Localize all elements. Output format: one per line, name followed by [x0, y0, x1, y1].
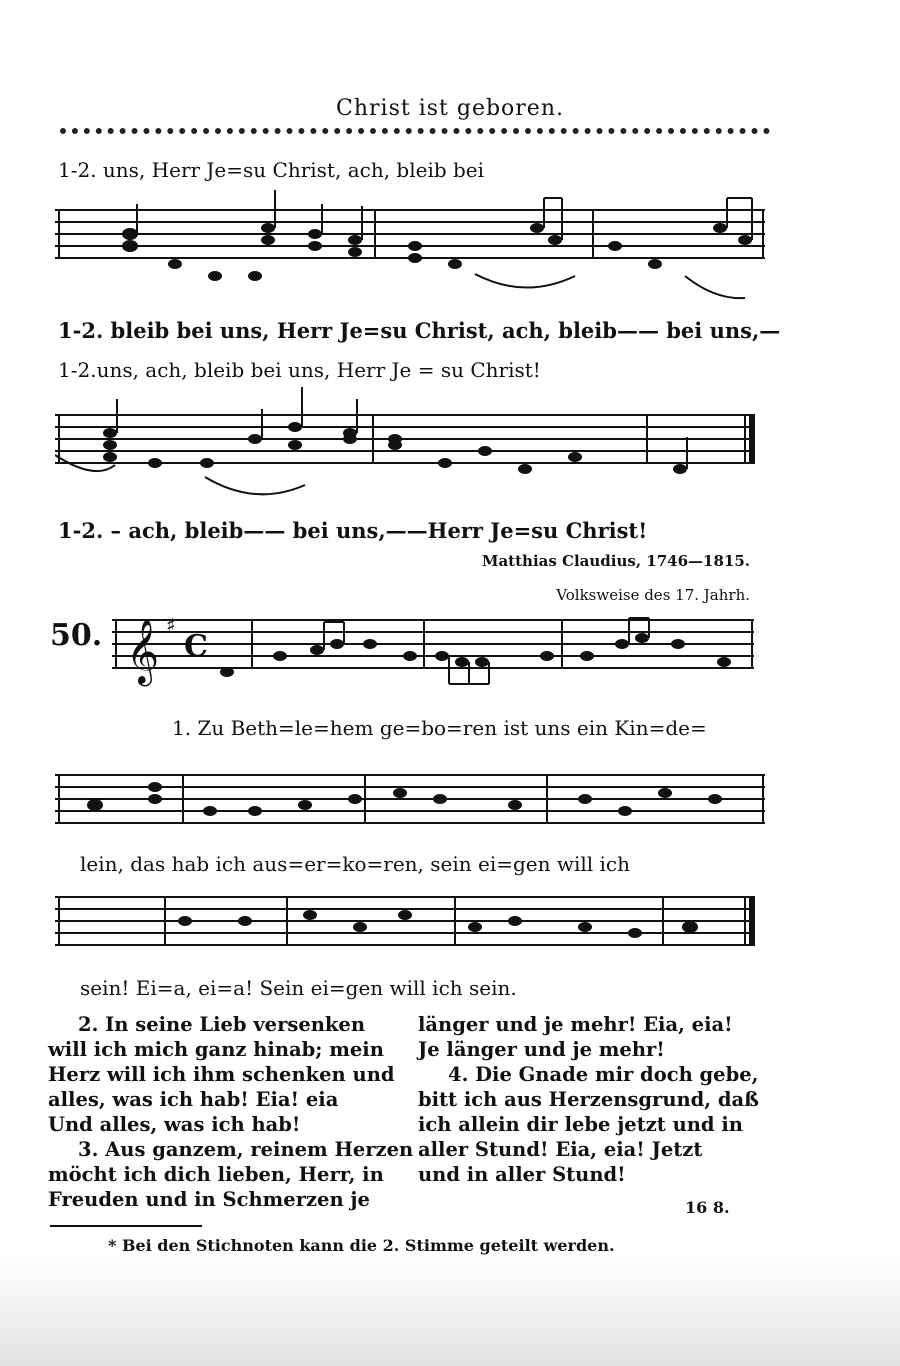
- upper-lyrics-line-2: 1-2.uns, ach, bleib bei uns, Herr Je = su Christ!: [58, 358, 541, 382]
- music-staff-3: [112, 600, 762, 710]
- verse-line: und in aller Stund!: [418, 1163, 626, 1186]
- verse-line: will ich mich ganz hinab; mein: [48, 1038, 384, 1061]
- verse-line: länger und je mehr! Eia, eia!: [418, 1013, 733, 1036]
- footnote: * Bei den Stichnoten kann die 2. Stimme geteilt werden.: [108, 1236, 615, 1255]
- tune-source: Volksweise des 17. Jahrh.: [556, 586, 750, 604]
- lower-lyrics-line-1: 1-2. bleib bei uns, Herr Je=su Christ, ach, bleib—— bei uns,—: [58, 318, 781, 343]
- verse-line: aller Stund! Eia, eia! Jetzt: [418, 1138, 703, 1161]
- paper-grain: [0, 1255, 900, 1366]
- author-credit: Matthias Claudius, 1746—1815.: [481, 552, 750, 570]
- verse-line: möcht ich dich lieben, Herr, in: [48, 1163, 384, 1186]
- music-staff-5: [55, 885, 770, 970]
- verse-line: 4. Die Gnade mir doch gebe,: [448, 1063, 759, 1086]
- lower-lyrics-line-2: 1-2. – ach, bleib—— bei uns,——Herr Je=su Christ!: [58, 518, 648, 543]
- music-staff-1: [55, 180, 770, 310]
- svg-text:C: C: [184, 629, 208, 664]
- verse-line: Herz will ich ihm schenken und: [48, 1063, 395, 1086]
- verse1-lyrics-line-2: lein, das hab ich aus=er=ko=ren, sein ei=gen will ich: [80, 852, 631, 876]
- verse1-lyrics-line-3: sein! Ei=a, ei=a! Sein ei=gen will ich sein.: [80, 976, 517, 1000]
- page-title: Christ ist geboren.: [336, 96, 564, 121]
- verse1-lyrics-line-1: 1. Zu Beth=le=hem ge=bo=ren ist uns ein Kin=de=: [172, 716, 707, 740]
- footnote-rule: [50, 1225, 202, 1227]
- verse-line: bitt ich aus Herzensgrund, daß: [418, 1088, 759, 1111]
- page-number: 16 8.: [685, 1198, 730, 1217]
- music-staff-2: [55, 385, 770, 510]
- verse-line: Und alles, was ich hab!: [48, 1113, 301, 1136]
- music-staff-4: [55, 755, 770, 850]
- svg-text:♯: ♯: [166, 613, 176, 637]
- verses-right-column: [418, 1012, 759, 1187]
- verse-line: ich allein dir lebe jetzt und in: [418, 1113, 743, 1136]
- verse-line: Je länger und je mehr!: [418, 1038, 665, 1061]
- hymn-number: 50.: [50, 618, 103, 653]
- verse-line: Freuden und in Schmerzen je: [48, 1188, 370, 1211]
- dotted-divider: [60, 128, 770, 134]
- verse-line: 2. In seine Lieb versenken: [78, 1013, 366, 1036]
- verse-line: 3. Aus ganzem, reinem Herzen: [78, 1138, 414, 1161]
- svg-text:𝄞: 𝄞: [126, 619, 160, 684]
- upper-lyrics-line-1: 1-2. uns, Herr Je=su Christ, ach, bleib bei: [58, 158, 485, 182]
- verses-left-column: [48, 1012, 413, 1212]
- verse-line: alles, was ich hab! Eia! eia: [48, 1088, 339, 1111]
